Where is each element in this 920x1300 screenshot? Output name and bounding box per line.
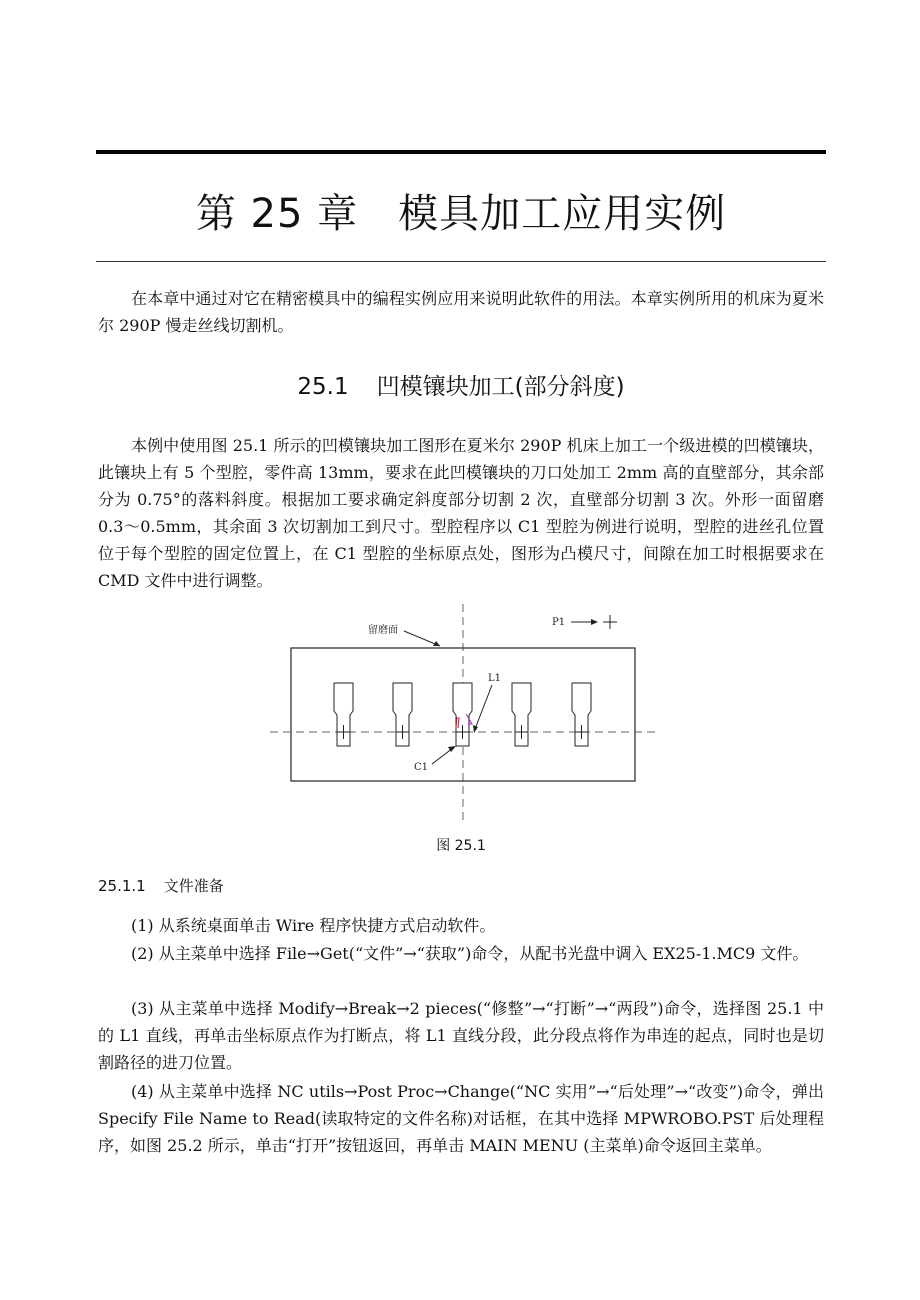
intro-paragraph: 在本章中通过对它在精密模具中的编程实例应用来说明此软件的用法。本章实例所用的机床为夏米尔 290P 慢走丝线切割机。 [98,289,824,335]
subsection-name: 文件准备 [163,877,224,895]
step-item: (2) 从主菜单中选择 File→Get(“文件”→“获取”)命令，从配书光盘中调入 EX25-1.MC9 文件。 [131,944,809,963]
chapter-name: 模具加工应用实例 [398,191,727,237]
l1-label: L1 [488,673,502,684]
chapter-bottom-rule [96,261,826,262]
chapter-number: 第 25 章 [195,191,359,237]
section-title [96,368,826,401]
c1-label: C1 [414,762,429,773]
step-item: (3) 从主菜单中选择 Modify→Break→2 pieces(“修整”→“打断”→“两段”)命令，选择图 25.1 中的 L1 直线，再单击坐标原点作为打断点，将 L1 直线分段，此分段点将作为串连的起点，同时也是切割路径的进刀位置。 [98,999,824,1072]
section-number: 25.1 [297,374,349,400]
l1-arrow [475,685,492,729]
cavity-1 [334,683,353,746]
section-paragraph: 本例中使用图 25.1 所示的凹模镶块加工图形在夏米尔 290P 机床上加工一个级进模的凹模镶块，此镶块上有 5 个型腔，零件高 13mm，要求在此凹模镶块的刀口处加工 2mm 高的直壁部分，其余部分为 0.75°的落料斜度。根据加工要求确定斜度部分切割 2 次，直壁部分切割 3 次。外形一面留磨 0.3～0.5mm，其余面 3 次切割加工到尺寸。型腔程序以 C1 型腔为例进行说明，型腔的进丝孔位置位于每个型腔的固定位置上，在 C1 型腔的坐标原点处，图形为凸模尺寸，间隙在加工时根据要求在 CMD 文件中进行调整。 [98,436,824,590]
die-insert-drawing [270,604,660,822]
step-item: (1) 从系统桌面单击 Wire 程序快捷方式启动软件。 [131,916,496,935]
subsection-title [98,875,224,896]
p1-label: P1 [552,617,566,628]
grind-face-label: 留磨面 [368,625,398,636]
chapter-top-rule [96,150,826,154]
cavity-5 [572,683,591,746]
chapter-title [96,182,826,239]
section-name: 凹模镶块加工(部分斜度) [376,374,625,400]
c1-arrow [432,748,453,764]
cavity-2 [393,683,412,746]
figure-caption: 图 25.1 [436,838,486,854]
cavity-c1 [453,683,472,746]
cavity-4 [512,683,531,746]
figure-25-1 [270,604,660,822]
subsection-number: 25.1.1 [98,877,146,895]
step-item: (4) 从主菜单中选择 NC utils→Post Proc→Change(“NC 实用”→“后处理”→“改变”)命令，弹出 Specify File Name to Read(读取特定的文件名称)对话框，在其中选择 MPWROBO.PST 后处理程序，如图 25.2 所示，单击“打开”按钮返回，再单击 MAIN MENU (主菜单)命令返回主菜单。 [98,1082,824,1155]
